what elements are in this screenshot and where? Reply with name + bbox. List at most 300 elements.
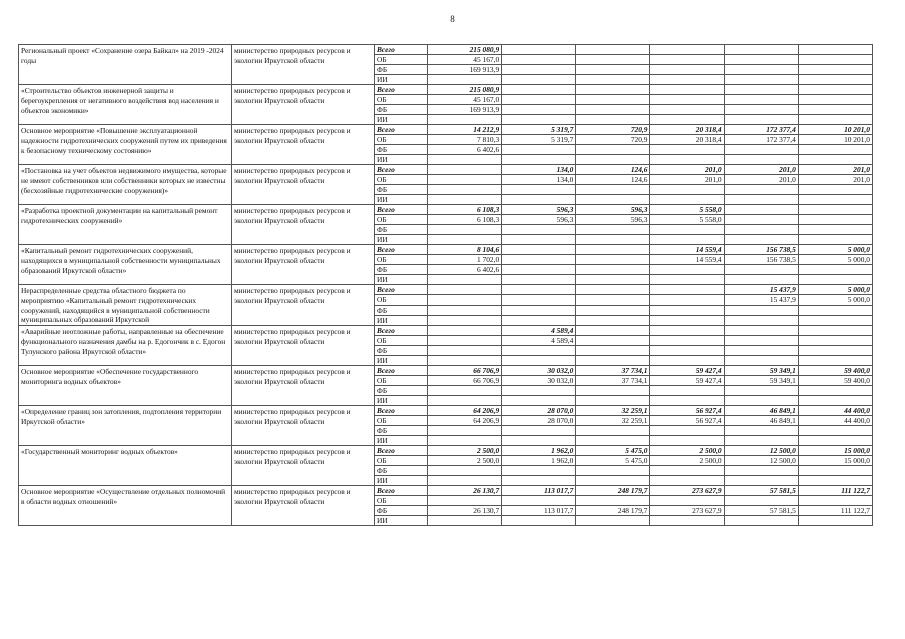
- amount-cell: [798, 356, 872, 366]
- amount-cell: 56 927,4: [650, 406, 724, 416]
- amount-cell: 201,0: [724, 175, 798, 185]
- amount-cell: [576, 386, 650, 396]
- amount-cell: 59 400,0: [798, 366, 872, 376]
- measure-description: «Строительство объектов инженерной защиты и берегоукрепления от негативного воздействия вод населения и объектов экономики»: [19, 85, 232, 125]
- table-row: [19, 446, 873, 456]
- table-row: [19, 366, 873, 376]
- amount-cell: [798, 305, 872, 315]
- amount-cell: [576, 476, 650, 486]
- amount-cell: [502, 235, 576, 245]
- amount-cell: 720,9: [576, 125, 650, 135]
- amount-cell: [428, 165, 502, 175]
- responsible-executor: министерство природных ресурсов и экологии Иркутской области: [232, 366, 375, 406]
- funding-source: ИИ: [375, 75, 428, 85]
- amount-cell: [502, 75, 576, 85]
- amount-cell: 172 377,4: [724, 135, 798, 145]
- amount-cell: [502, 195, 576, 205]
- amount-cell: [502, 65, 576, 75]
- amount-cell: [576, 305, 650, 315]
- funding-source: ИИ: [375, 275, 428, 285]
- amount-cell: [798, 95, 872, 105]
- amount-cell: [428, 185, 502, 195]
- amount-cell: 156 738,5: [724, 245, 798, 255]
- funding-source: ФБ: [375, 105, 428, 115]
- amount-cell: [576, 115, 650, 125]
- amount-cell: [724, 235, 798, 245]
- amount-cell: [576, 336, 650, 346]
- amount-cell: [428, 386, 502, 396]
- amount-cell: [798, 55, 872, 65]
- responsible-executor: министерство природных ресурсов и экологии Иркутской области: [232, 285, 375, 326]
- funding-source: ОБ: [375, 135, 428, 145]
- funding-source: ФБ: [375, 65, 428, 75]
- amount-cell: 46 849,1: [724, 416, 798, 426]
- amount-cell: [428, 295, 502, 305]
- amount-cell: 156 738,5: [724, 255, 798, 265]
- amount-cell: [650, 145, 724, 155]
- amount-cell: [650, 396, 724, 406]
- amount-cell: [798, 85, 872, 95]
- measure-description: «Постановка на учет объектов недвижимого имущества, которые не имеют собственников или собственники которых не известны (бесхозяйные гидротехнические сооружения)»: [19, 165, 232, 205]
- funding-source: ОБ: [375, 496, 428, 506]
- funding-source: ОБ: [375, 55, 428, 65]
- amount-cell: 32 259,1: [576, 406, 650, 416]
- table-row: [19, 45, 873, 55]
- amount-cell: [724, 105, 798, 115]
- funding-source: ФБ: [375, 265, 428, 275]
- amount-cell: 5 319,7: [502, 135, 576, 145]
- amount-cell: 2 500,0: [650, 456, 724, 466]
- amount-cell: 15 000,0: [798, 456, 872, 466]
- amount-cell: [798, 215, 872, 225]
- funding-source: ФБ: [375, 506, 428, 516]
- amount-cell: 15 000,0: [798, 446, 872, 456]
- funding-source: Всего: [375, 45, 428, 55]
- amount-cell: [502, 55, 576, 65]
- amount-cell: 596,3: [576, 215, 650, 225]
- amount-cell: [576, 75, 650, 85]
- amount-cell: [650, 356, 724, 366]
- amount-cell: [650, 275, 724, 285]
- amount-cell: 12 500,0: [724, 446, 798, 456]
- measure-description: «Определение границ зон затопления, подтопления территории Иркутской области»: [19, 406, 232, 446]
- amount-cell: [724, 145, 798, 155]
- amount-cell: 215 080,9: [428, 85, 502, 95]
- amount-cell: 6 402,6: [428, 265, 502, 275]
- amount-cell: 7 810,3: [428, 135, 502, 145]
- amount-cell: [576, 45, 650, 55]
- amount-cell: [724, 225, 798, 235]
- amount-cell: 4 589,4: [502, 336, 576, 346]
- amount-cell: 2 500,0: [650, 446, 724, 456]
- amount-cell: [502, 45, 576, 55]
- table-row: [19, 326, 873, 336]
- funding-source: ФБ: [375, 466, 428, 476]
- amount-cell: 111 122,7: [798, 486, 872, 496]
- amount-cell: 30 032,0: [502, 376, 576, 386]
- funding-source: ФБ: [375, 386, 428, 396]
- amount-cell: [502, 315, 576, 325]
- amount-cell: 248 179,7: [576, 486, 650, 496]
- amount-cell: [428, 285, 502, 295]
- amount-cell: [798, 476, 872, 486]
- amount-cell: [650, 105, 724, 115]
- amount-cell: 15 437,9: [724, 285, 798, 295]
- funding-source: ИИ: [375, 195, 428, 205]
- amount-cell: [502, 426, 576, 436]
- amount-cell: 201,0: [724, 165, 798, 175]
- amount-cell: [428, 75, 502, 85]
- funding-source: ОБ: [375, 456, 428, 466]
- measure-description: Основное мероприятие «Повышение эксплуатационной надежности гидротехнических сооружений путем их приведения к безопасному техническому состоянию»: [19, 125, 232, 165]
- responsible-executor: министерство природных ресурсов и экологии Иркутской области: [232, 446, 375, 486]
- amount-cell: 169 913,9: [428, 65, 502, 75]
- table-row: [19, 285, 873, 295]
- amount-cell: 30 032,0: [502, 366, 576, 376]
- measure-description: Основное мероприятие «Осуществление отдельных полномочий в области водных отношений»: [19, 486, 232, 526]
- amount-cell: [650, 315, 724, 325]
- amount-cell: [798, 496, 872, 506]
- amount-cell: 59 349,1: [724, 376, 798, 386]
- amount-cell: 56 927,4: [650, 416, 724, 426]
- amount-cell: [724, 336, 798, 346]
- amount-cell: 14 559,4: [650, 245, 724, 255]
- amount-cell: [576, 255, 650, 265]
- funding-source: ИИ: [375, 396, 428, 406]
- amount-cell: [502, 95, 576, 105]
- amount-cell: 172 377,4: [724, 125, 798, 135]
- amount-cell: [576, 265, 650, 275]
- amount-cell: 596,3: [502, 215, 576, 225]
- amount-cell: [502, 105, 576, 115]
- amount-cell: 10 201,0: [798, 125, 872, 135]
- funding-source: ФБ: [375, 305, 428, 315]
- amount-cell: 37 734,1: [576, 376, 650, 386]
- amount-cell: [502, 305, 576, 315]
- funding-source: Всего: [375, 285, 428, 295]
- amount-cell: [576, 315, 650, 325]
- amount-cell: [798, 45, 872, 55]
- amount-cell: 12 500,0: [724, 456, 798, 466]
- amount-cell: [650, 115, 724, 125]
- amount-cell: [502, 245, 576, 255]
- amount-cell: 45 167,0: [428, 55, 502, 65]
- amount-cell: [798, 105, 872, 115]
- measure-description: «Капитальный ремонт гидротехнических сооружений, находящихся в муниципальной собственности муниципальных образований Иркутской области»: [19, 245, 232, 285]
- amount-cell: [576, 155, 650, 165]
- amount-cell: 113 017,7: [502, 506, 576, 516]
- amount-cell: 1 702,0: [428, 255, 502, 265]
- amount-cell: 596,3: [576, 205, 650, 215]
- amount-cell: [502, 275, 576, 285]
- amount-cell: 201,0: [798, 165, 872, 175]
- funding-source: Всего: [375, 406, 428, 416]
- amount-cell: 5 000,0: [798, 255, 872, 265]
- amount-cell: 26 130,7: [428, 506, 502, 516]
- funding-source: Всего: [375, 165, 428, 175]
- amount-cell: [650, 225, 724, 235]
- amount-cell: [724, 275, 798, 285]
- responsible-executor: министерство природных ресурсов и экологии Иркутской области: [232, 45, 375, 85]
- amount-cell: [650, 265, 724, 275]
- amount-cell: [724, 396, 798, 406]
- amount-cell: [576, 105, 650, 115]
- amount-cell: [724, 55, 798, 65]
- amount-cell: [798, 65, 872, 75]
- amount-cell: [724, 265, 798, 275]
- amount-cell: 4 589,4: [502, 326, 576, 336]
- amount-cell: [428, 496, 502, 506]
- funding-source: ОБ: [375, 376, 428, 386]
- amount-cell: 1 962,0: [502, 446, 576, 456]
- amount-cell: [650, 195, 724, 205]
- amount-cell: [428, 476, 502, 486]
- amount-cell: 59 400,0: [798, 376, 872, 386]
- amount-cell: [798, 386, 872, 396]
- table-row: [19, 406, 873, 416]
- amount-cell: [502, 295, 576, 305]
- amount-cell: 64 206,9: [428, 406, 502, 416]
- amount-cell: [724, 65, 798, 75]
- amount-cell: [650, 346, 724, 356]
- amount-cell: [502, 436, 576, 446]
- amount-cell: [798, 426, 872, 436]
- amount-cell: [502, 356, 576, 366]
- amount-cell: [576, 426, 650, 436]
- amount-cell: [576, 285, 650, 295]
- funding-source: Всего: [375, 366, 428, 376]
- amount-cell: [798, 235, 872, 245]
- amount-cell: 215 080,9: [428, 45, 502, 55]
- funding-source: Всего: [375, 85, 428, 95]
- amount-cell: [502, 346, 576, 356]
- funding-source: ФБ: [375, 346, 428, 356]
- amount-cell: [428, 315, 502, 325]
- amount-cell: 32 259,1: [576, 416, 650, 426]
- amount-cell: 201,0: [650, 175, 724, 185]
- amount-cell: 64 206,9: [428, 416, 502, 426]
- amount-cell: [502, 185, 576, 195]
- amount-cell: [428, 396, 502, 406]
- budget-table: [18, 44, 873, 526]
- funding-source: ИИ: [375, 516, 428, 526]
- amount-cell: [650, 185, 724, 195]
- measure-description: «Разработка проектной документации на капитальный ремонт гидротехнических сооружений»: [19, 205, 232, 245]
- amount-cell: [650, 326, 724, 336]
- amount-cell: [798, 466, 872, 476]
- amount-cell: [428, 356, 502, 366]
- amount-cell: [724, 155, 798, 165]
- amount-cell: 1 962,0: [502, 456, 576, 466]
- amount-cell: [428, 155, 502, 165]
- responsible-executor: министерство природных ресурсов и экологии Иркутской области: [232, 205, 375, 245]
- amount-cell: [798, 436, 872, 446]
- amount-cell: [428, 225, 502, 235]
- funding-source: ФБ: [375, 225, 428, 235]
- amount-cell: [502, 145, 576, 155]
- amount-cell: [724, 205, 798, 215]
- amount-cell: [502, 386, 576, 396]
- amount-cell: [724, 185, 798, 195]
- funding-source: ИИ: [375, 476, 428, 486]
- amount-cell: 248 179,7: [576, 506, 650, 516]
- amount-cell: [650, 65, 724, 75]
- amount-cell: [798, 346, 872, 356]
- funding-source: ОБ: [375, 255, 428, 265]
- amount-cell: 5 319,7: [502, 125, 576, 135]
- amount-cell: 5 000,0: [798, 295, 872, 305]
- amount-cell: [724, 496, 798, 506]
- amount-cell: 26 130,7: [428, 486, 502, 496]
- amount-cell: 596,3: [502, 205, 576, 215]
- amount-cell: [798, 396, 872, 406]
- amount-cell: [724, 436, 798, 446]
- amount-cell: [724, 115, 798, 125]
- amount-cell: [428, 195, 502, 205]
- amount-cell: 37 734,1: [576, 366, 650, 376]
- amount-cell: [576, 145, 650, 155]
- amount-cell: 57 581,5: [724, 486, 798, 496]
- amount-cell: [576, 85, 650, 95]
- amount-cell: [502, 476, 576, 486]
- funding-source: Всего: [375, 245, 428, 255]
- funding-source: ОБ: [375, 295, 428, 305]
- funding-source: ИИ: [375, 115, 428, 125]
- amount-cell: 5 558,0: [650, 205, 724, 215]
- amount-cell: [650, 95, 724, 105]
- amount-cell: [724, 305, 798, 315]
- amount-cell: [724, 466, 798, 476]
- amount-cell: [650, 466, 724, 476]
- amount-cell: [798, 195, 872, 205]
- amount-cell: [724, 426, 798, 436]
- amount-cell: [576, 225, 650, 235]
- amount-cell: [576, 516, 650, 526]
- funding-source: ИИ: [375, 235, 428, 245]
- amount-cell: [724, 516, 798, 526]
- table-row: [19, 125, 873, 135]
- amount-cell: [798, 265, 872, 275]
- amount-cell: 20 318,4: [650, 125, 724, 135]
- table-row: [19, 85, 873, 95]
- amount-cell: [798, 145, 872, 155]
- amount-cell: [428, 326, 502, 336]
- amount-cell: [576, 466, 650, 476]
- amount-cell: [428, 516, 502, 526]
- amount-cell: 5 475,0: [576, 446, 650, 456]
- responsible-executor: министерство природных ресурсов и экологии Иркутской области: [232, 85, 375, 125]
- amount-cell: 6 402,6: [428, 145, 502, 155]
- responsible-executor: министерство природных ресурсов и экологии Иркутской области: [232, 486, 375, 526]
- amount-cell: 28 070,0: [502, 416, 576, 426]
- measure-description: «Государственный мониторинг водных объектов»: [19, 446, 232, 486]
- amount-cell: [650, 336, 724, 346]
- amount-cell: [428, 426, 502, 436]
- funding-source: ОБ: [375, 95, 428, 105]
- amount-cell: [650, 426, 724, 436]
- amount-cell: 15 437,9: [724, 295, 798, 305]
- table-row: [19, 245, 873, 255]
- amount-cell: [576, 185, 650, 195]
- funding-source: ИИ: [375, 315, 428, 325]
- amount-cell: [798, 185, 872, 195]
- funding-source: ФБ: [375, 145, 428, 155]
- amount-cell: [576, 55, 650, 65]
- table-row: [19, 486, 873, 496]
- amount-cell: [798, 336, 872, 346]
- amount-cell: 14 212,9: [428, 125, 502, 135]
- funding-source: ФБ: [375, 185, 428, 195]
- amount-cell: [650, 436, 724, 446]
- amount-cell: [650, 55, 724, 65]
- measure-description: Основное мероприятие «Обеспечение государственного мониторинга водных объектов»: [19, 366, 232, 406]
- amount-cell: [428, 336, 502, 346]
- amount-cell: 59 427,4: [650, 376, 724, 386]
- funding-source: ФБ: [375, 426, 428, 436]
- amount-cell: [798, 315, 872, 325]
- amount-cell: [502, 255, 576, 265]
- amount-cell: [798, 275, 872, 285]
- amount-cell: 124,6: [576, 165, 650, 175]
- page-number: 8: [450, 14, 455, 24]
- amount-cell: 5 475,0: [576, 456, 650, 466]
- amount-cell: 6 108,3: [428, 205, 502, 215]
- amount-cell: [798, 75, 872, 85]
- amount-cell: [576, 496, 650, 506]
- amount-cell: [724, 195, 798, 205]
- amount-cell: 273 627,9: [650, 486, 724, 496]
- amount-cell: [502, 115, 576, 125]
- amount-cell: [502, 516, 576, 526]
- amount-cell: [650, 155, 724, 165]
- amount-cell: 273 627,9: [650, 506, 724, 516]
- amount-cell: [576, 295, 650, 305]
- measure-description: Нераспределенные средства областного бюджета по мероприятию «Капитальный ремонт гидротехнических сооружений, находящийся в муниципальной собственности муниципальных образований Иркутской: [19, 285, 232, 326]
- amount-cell: [650, 476, 724, 486]
- amount-cell: 8 104,6: [428, 245, 502, 255]
- funding-source: Всего: [375, 326, 428, 336]
- amount-cell: [576, 436, 650, 446]
- funding-source: Всего: [375, 205, 428, 215]
- responsible-executor: министерство природных ресурсов и экологии Иркутской области: [232, 245, 375, 285]
- amount-cell: [798, 115, 872, 125]
- amount-cell: [502, 155, 576, 165]
- funding-source: Всего: [375, 446, 428, 456]
- amount-cell: [724, 215, 798, 225]
- amount-cell: 113 017,7: [502, 486, 576, 496]
- amount-cell: [724, 95, 798, 105]
- amount-cell: [428, 346, 502, 356]
- amount-cell: [650, 285, 724, 295]
- amount-cell: [428, 275, 502, 285]
- funding-source: ОБ: [375, 215, 428, 225]
- amount-cell: [576, 346, 650, 356]
- amount-cell: [576, 356, 650, 366]
- amount-cell: 57 581,5: [724, 506, 798, 516]
- funding-source: ОБ: [375, 416, 428, 426]
- amount-cell: [576, 235, 650, 245]
- amount-cell: [724, 45, 798, 55]
- amount-cell: 44 400,0: [798, 416, 872, 426]
- amount-cell: 45 167,0: [428, 95, 502, 105]
- funding-source: Всего: [375, 125, 428, 135]
- amount-cell: 111 122,7: [798, 506, 872, 516]
- amount-cell: [502, 396, 576, 406]
- amount-cell: [724, 356, 798, 366]
- funding-source: ИИ: [375, 155, 428, 165]
- amount-cell: [650, 516, 724, 526]
- amount-cell: [502, 466, 576, 476]
